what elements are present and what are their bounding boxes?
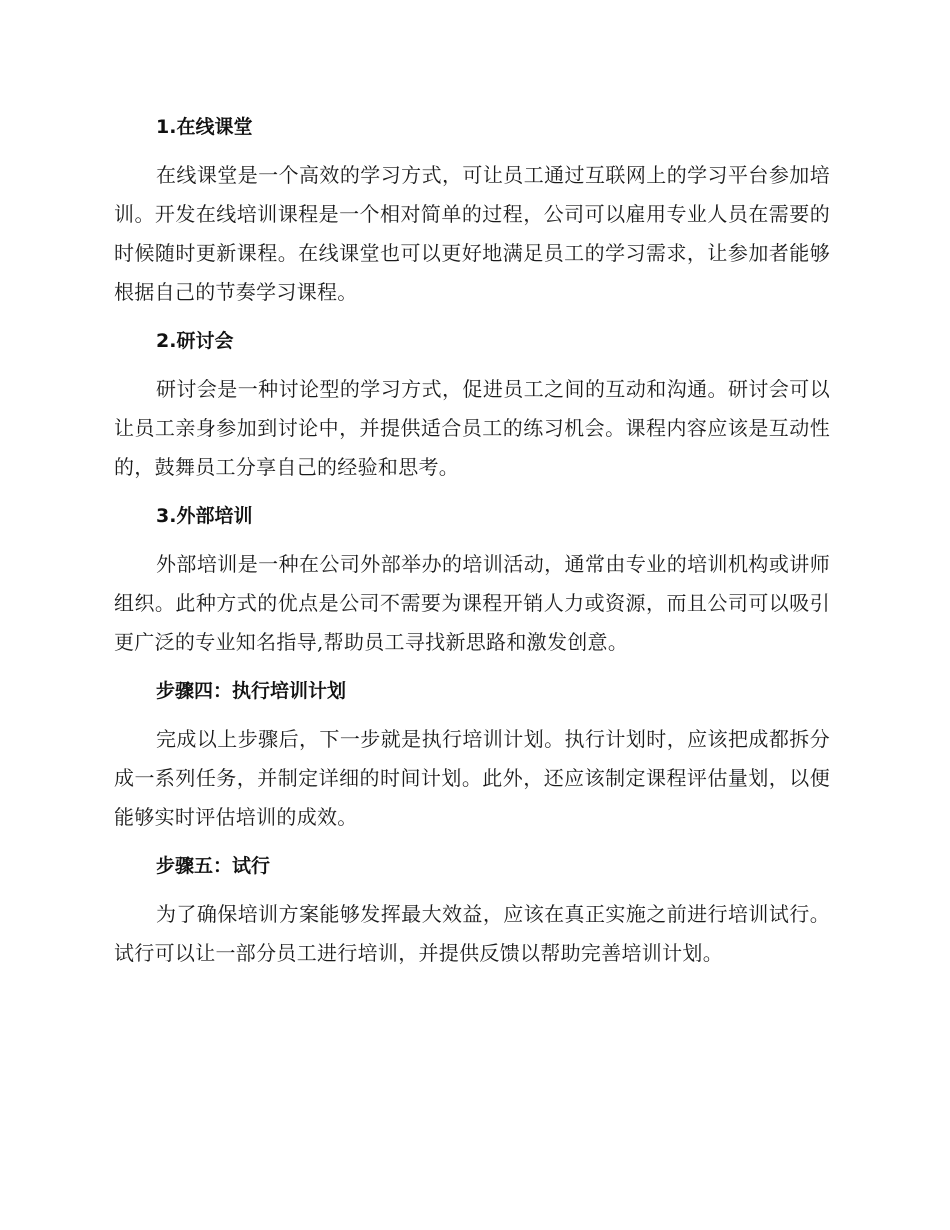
section-body-online-classroom: 在线课堂是一个高效的学习方式，可让员工通过互联网上的学习平台参加培训。开发在线培训课程是一个相对简单的过程，公司可以雇用专业人员在需要的时候随时更新课程。在线课堂也可以更好地满足员工的学习需求，让参加者能够根据自己的节奏学习课程。: [114, 163, 830, 304]
document-content: [114, 112, 830, 987]
section-body-seminar: 研讨会是一种讨论型的学习方式，促进员工之间的互动和沟通。研讨会可以让员工亲身参加到讨论中，并提供适合员工的练习机会。课程内容应该是互动性的，鼓舞员工分享自己的经验和思考。: [114, 377, 830, 479]
section-heading-external-training: 3.外部培训: [156, 505, 253, 527]
section-heading-online-classroom: 1.在线课堂: [156, 116, 253, 138]
section-heading-step-five: 步骤五：试行: [156, 855, 271, 877]
section-body-step-five: 为了确保培训方案能够发挥最大效益，应该在真正实施之前进行培训试行。试行可以让一部分员工进行培训，并提供反馈以帮助完善培训计划。: [114, 902, 830, 965]
section-body-external-training: 外部培训是一种在公司外部举办的培训活动，通常由专业的培训机构或讲师组织。此种方式的优点是公司不需要为课程开销人力或资源，而且公司可以吸引更广泛的专业知名指导,帮助员工寻找新思路和激发创意。: [114, 552, 830, 654]
section-body-step-four: 完成以上步骤后，下一步就是执行培训计划。执行计划时，应该把成都拆分成一系列任务，并制定详细的时间计划。此外，还应该制定课程评估量划，以便能够实时评估培训的成效。: [114, 727, 830, 829]
section-heading-seminar: 2.研讨会: [156, 330, 234, 352]
section-heading-step-four: 步骤四：执行培训计划: [156, 680, 347, 702]
